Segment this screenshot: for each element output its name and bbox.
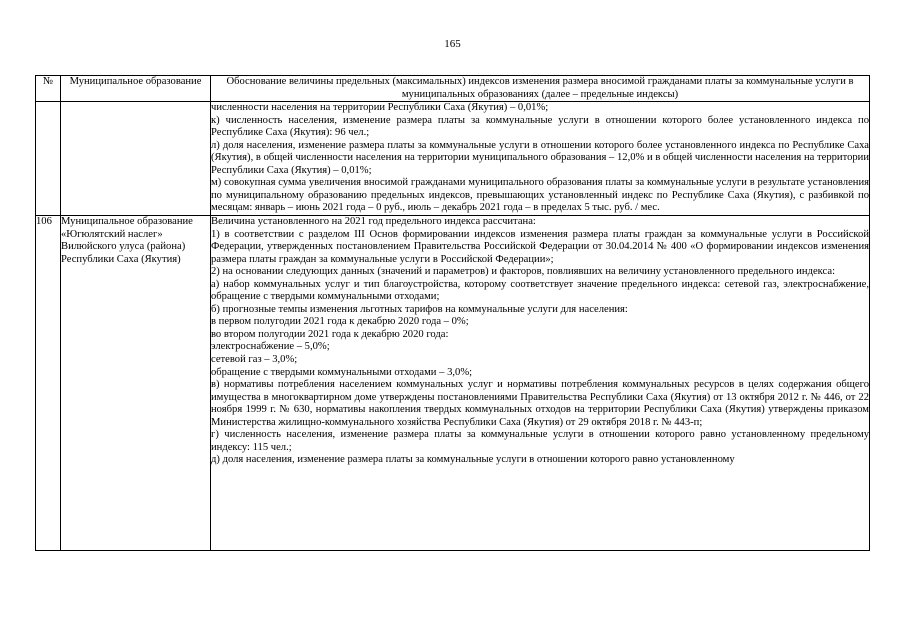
paragraph: численности населения на территории Республики Саха (Якутия) – 0,01%; <box>211 102 549 114</box>
header-number: № <box>36 76 61 102</box>
page-number: 165 <box>444 38 461 50</box>
paragraph: электроснабжение – 5,0%; <box>211 341 330 353</box>
paragraph: обращение с твердыми коммунальными отходами – 3,0%; <box>211 366 473 378</box>
paragraph: к) численность населения, изменение размера платы за коммунальные услуги в отношении которого более установленного индекса по Республике Саха (Якутия): 96 чел.; <box>211 114 869 139</box>
row-number: 106 <box>36 216 61 551</box>
paragraph: д) доля населения, изменение размера платы за коммунальные услуги в отношении которого равно установленному <box>211 454 735 466</box>
row-municipality: Муниципальное образование «Югюлятский наслег» Вилюйского улуса (района) Республики Саха (Якутия) <box>61 216 211 551</box>
index-rationale-table <box>35 75 870 551</box>
paragraph: в первом полугодии 2021 года к декабрю 2020 года – 0%; <box>211 316 469 328</box>
row-rationale <box>211 216 870 551</box>
paragraph: а) набор коммунальных услуг и тип благоустройства, которому соответствует значение предельного индекса: сетевой газ, электроснабжение, обращение с твердыми коммунальными отходами; <box>211 278 869 303</box>
table-header-row <box>36 76 870 102</box>
paragraph: сетевой газ – 3,0%; <box>211 354 298 366</box>
row-rationale <box>211 102 870 216</box>
paragraph: Величина установленного на 2021 год предельного индекса рассчитана: <box>211 216 536 228</box>
table-row <box>36 216 870 551</box>
paragraph: в) нормативы потребления населением коммунальных услуг и нормативы потребления коммунальных ресурсов в целях содержания общего имущества в многоквартирном доме утверждены постановлениями Правительства Республики Саха (Якутия) от 13 октября 2012 г. № 446, от 22 ноября 1999 г. № 630, нормативы накопления твердых коммунальных отходов на территории Республики Саха (Якутия) утверждены приказом Министерства жилищно-коммунального хозяйства Республики Саха (Якутия) от 29 октября 2018 г. № 443-п; <box>211 379 869 428</box>
paragraph: г) численность населения, изменение размера платы за коммунальные услуги в отношении которого равно установленному предельному индексу: 115 чел.; <box>211 429 869 453</box>
row-number <box>36 102 61 216</box>
paragraph: 1) в соответствии с разделом III Основ формировании индексов изменения размера платы граждан за коммунальные услуги в Российской Федерации, утвержденных постановлением Правительства Российской Федерации от 30.04.2014 № 400 «О формировании индексов изменения размера платы граждан за коммунальные услуги в Российской Федерации»; <box>211 228 869 265</box>
table-row <box>36 102 870 216</box>
paragraph: м) совокупная сумма увеличения вносимой гражданами муниципального образования платы за коммунальные услуги в результате установления по муниципальному образованию предельных индексов, превышающих установленный индекс по Республике Саха (Якутия), с разбивкой по месяцам: январь – июнь 2021 года – 0 руб., июль – декабрь 2021 года – в пределах 5 тыс. руб. / мес. <box>211 177 869 214</box>
header-rationale: Обоснование величины предельных (максимальных) индексов изменения размера вносимой гражданами платы за коммунальные услуги в муниципальных образованиях (далее – предельные индексы) <box>211 76 870 102</box>
paragraph: л) доля населения, изменение размера платы за коммунальные услуги в отношении которого более установленного индекса по Республике Саха (Якутия), в общей численности населения на территории муниципального образования – 12,0% и в общей численности населения на территории Республики Саха (Якутия) – 0,01%; <box>211 139 869 176</box>
paragraph: б) прогнозные темпы изменения льготных тарифов на коммунальные услуги для населения: <box>211 303 628 315</box>
row-municipality <box>61 102 211 216</box>
paragraph: 2) на основании следующих данных (значений и параметров) и факторов, повлиявших на величину установленного предельного индекса: <box>211 266 836 278</box>
header-municipality: Муниципальное образование <box>61 76 211 102</box>
paragraph: во втором полугодии 2021 года к декабрю 2020 года: <box>211 328 449 340</box>
